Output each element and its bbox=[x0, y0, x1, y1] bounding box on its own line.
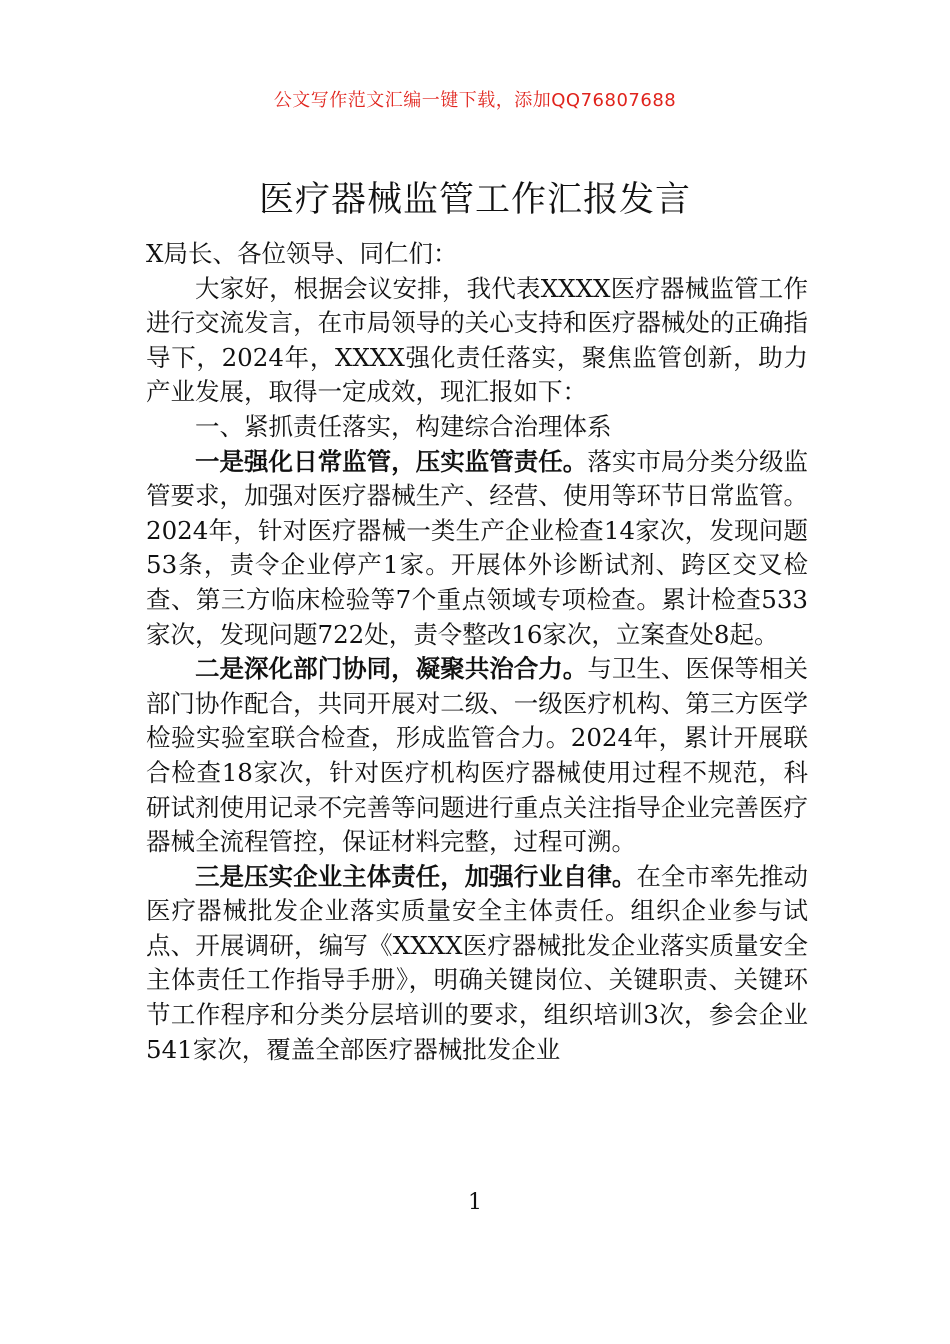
document-body bbox=[146, 237, 808, 1067]
paragraph-text: 在全市率先推动医疗器械批发企业落实质量安全主体责任。组织企业参与试点、开展调研，编写《XXXX医疗器械批发企业落实质量安全主体责任工作指导手册》，明确关键岗位、关键职责、关键环节工作程序和分类分层培训的要求，组织培训3次，参会企业541家次，覆盖全部医疗器械批发企业 bbox=[146, 861, 808, 1064]
page-number: 1 bbox=[468, 1190, 482, 1215]
paragraph-text: 落实市局分类分级监管要求，加强对医疗器械生产、经营、使用等环节日常监管。2024年，针对医疗器械一类生产企业检查14家次，发现问题53条，责令企业停产1家。开展体外诊断试剂、跨区交叉检查、第三方临床检验等7个重点领域专项检查。累计检查533家次，发现问题722处，责令整改16家次，立案查处8起。 bbox=[146, 446, 809, 649]
paragraph-text: 与卫生、医保等相关部门协作配合，共同开展对二级、一级医疗机构、第三方医学检验实验室联合检查，形成监管合力。2024年，累计开展联合检查18家次，针对医疗机构医疗器械使用过程不规范，科研试剂使用记录不完善等问题进行重点关注指导企业完善医疗器械全流程管控，保证材料完整，过程可溯。 bbox=[146, 654, 809, 857]
watermark-text: 公文写作范文汇编一键下载，添加QQ76807688 bbox=[273, 90, 677, 111]
paragraph-lead: 三是压实企业主体责任，加强行业自律。 bbox=[195, 861, 637, 891]
paragraph-item-3 bbox=[146, 860, 808, 1068]
section-heading: 一、紧抓责任落实，构建综合治理体系 bbox=[195, 411, 612, 441]
paragraph-lead: 一是强化日常监管，压实监管责任。 bbox=[195, 446, 588, 476]
paragraph-item-2 bbox=[146, 652, 808, 860]
paragraph-lead: 二是深化部门协同，凝聚共治合力。 bbox=[195, 654, 588, 684]
paragraph-item-1 bbox=[146, 445, 808, 653]
salutation: X局长、各位领导、同仁们： bbox=[146, 239, 458, 268]
document-title: 医疗器械监管工作汇报发言 bbox=[258, 180, 691, 220]
intro-paragraph: 大家好，根据会议安排，我代表XXXX医疗器械监管工作进行交流发言，在市局领导的关心支持和医疗器械处的正确指导下，2024年，XXXX强化责任落实，聚焦监管创新，助力产业发展，取得一定成效，现汇报如下： bbox=[146, 273, 808, 407]
